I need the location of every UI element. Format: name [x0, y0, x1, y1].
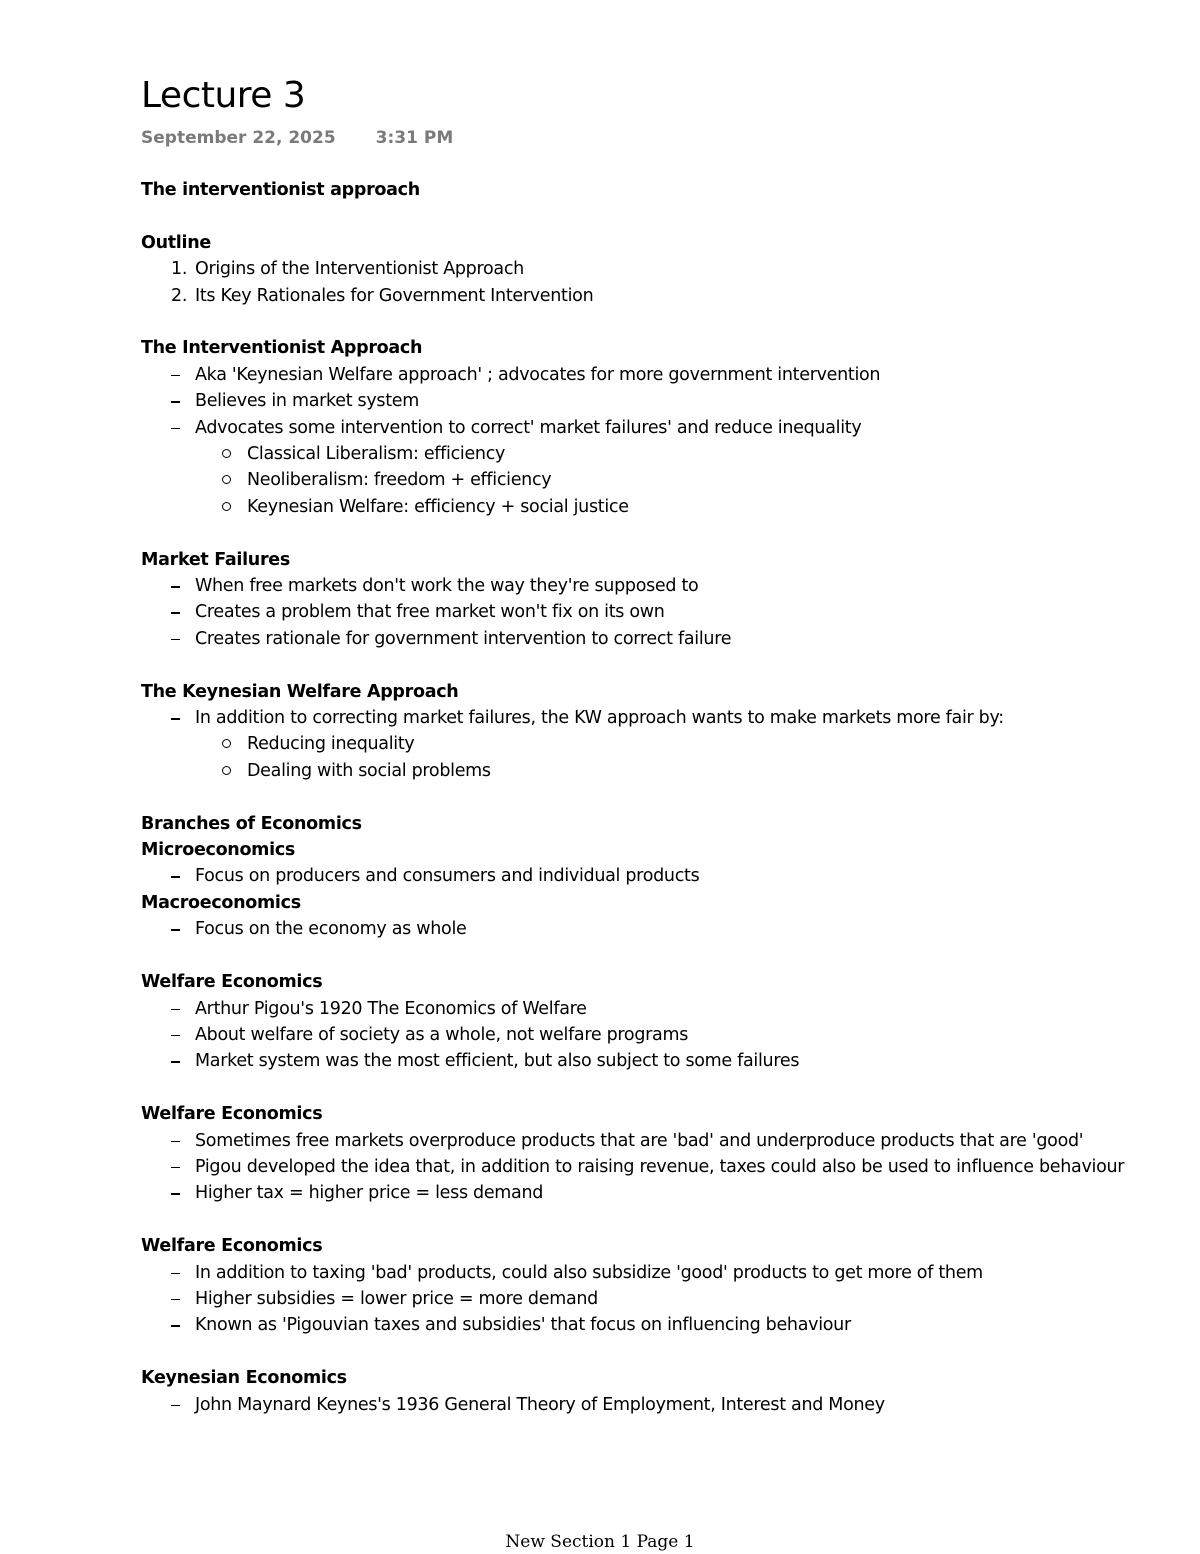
section-heading: Market Failures	[141, 549, 290, 570]
sub-list-item	[141, 441, 1141, 467]
list-number: 1.	[171, 259, 188, 280]
section-heading: The Interventionist Approach	[141, 338, 423, 359]
sub-list-item	[141, 467, 1141, 493]
section-heading: The Keynesian Welfare Approach	[141, 681, 459, 702]
section-heading: Keynesian Economics	[141, 1368, 347, 1389]
subtitle: The interventionist approach	[141, 180, 420, 200]
list-item-text: Classical Liberalism: efficiency	[247, 444, 506, 465]
list-item	[141, 863, 1141, 889]
dash-bullet	[141, 1022, 195, 1048]
circle-bullet-icon	[141, 467, 247, 493]
list-item	[141, 705, 1141, 731]
list-item	[141, 256, 1141, 282]
dash-bullet	[141, 1260, 195, 1286]
list-item-text: Focus on producers and consumers and individual products	[195, 866, 700, 887]
list-item-text: Focus on the economy as whole	[195, 919, 467, 940]
list-item-text: Market system was the most efficient, but also subject to some failures	[195, 1051, 800, 1072]
dash-bullet	[141, 863, 195, 889]
circle-bullet-icon	[141, 731, 247, 757]
dash-bullet	[141, 573, 195, 599]
dash-bullet	[141, 626, 195, 652]
list-item	[141, 1260, 1141, 1286]
list-item	[141, 916, 1141, 942]
dash-bullet	[141, 1128, 195, 1154]
list-item-text: When free markets don't work the way they're supposed to	[195, 576, 699, 597]
list-item-text: In addition to taxing 'bad' products, could also subsidize 'good' products to get more of them	[195, 1262, 983, 1283]
dash-bullet	[141, 916, 195, 942]
circle-bullet-icon	[141, 758, 247, 784]
page-footer: New Section 1 Page 1	[505, 1532, 695, 1552]
list-item	[141, 415, 1141, 441]
list-item	[141, 1312, 1141, 1338]
list-item	[141, 996, 1141, 1022]
section-heading: Branches of Economics	[141, 813, 362, 834]
list-item-text: Reducing inequality	[247, 734, 415, 755]
list-item	[141, 573, 1141, 599]
dash-bullet	[141, 388, 195, 414]
page-time: 3:31 PM	[375, 128, 454, 148]
list-item-text: John Maynard Keynes's 1936 General Theory of Employment, Interest and Money	[195, 1394, 885, 1415]
list-item-text: Higher tax = higher price = less demand	[195, 1183, 544, 1204]
list-item	[141, 1392, 1141, 1418]
note-body	[141, 177, 1141, 1418]
list-item	[141, 1180, 1141, 1206]
list-item-text: Its Key Rationales for Government Intervention	[195, 285, 594, 306]
dash-bullet	[141, 1048, 195, 1074]
list-item-text: Origins of the Interventionist Approach	[195, 259, 524, 280]
dash-bullet	[141, 1154, 195, 1180]
list-item-text: Creates rationale for government intervention to correct failure	[195, 628, 732, 649]
list-item-text: Neoliberalism: freedom + efficiency	[247, 470, 552, 491]
list-item	[141, 1022, 1141, 1048]
list-item-text: In addition to correcting market failures, the KW approach wants to make markets more fair by:	[195, 708, 1004, 729]
dash-bullet	[141, 362, 195, 388]
list-item-text: Advocates some intervention to correct' market failures' and reduce inequality	[195, 417, 862, 438]
sub-heading: Macroeconomics	[141, 892, 301, 913]
list-item	[141, 1154, 1141, 1180]
dash-bullet	[141, 415, 195, 441]
list-item	[141, 626, 1141, 652]
page-title: Lecture 3	[141, 75, 306, 116]
list-item-text: Higher subsidies = lower price = more demand	[195, 1288, 598, 1309]
dash-bullet	[141, 1180, 195, 1206]
dash-bullet	[141, 705, 195, 731]
dash-bullet	[141, 1286, 195, 1312]
list-item	[141, 599, 1141, 625]
list-item	[141, 388, 1141, 414]
sub-list-item	[141, 494, 1141, 520]
circle-bullet-icon	[141, 494, 247, 520]
sub-heading: Microeconomics	[141, 840, 296, 861]
list-item	[141, 1286, 1141, 1312]
list-item-text: Keynesian Welfare: efficiency + social justice	[247, 496, 629, 517]
list-item-text: Creates a problem that free market won't fix on its own	[195, 602, 665, 623]
list-item-text: Believes in market system	[195, 391, 420, 412]
list-item-text: About welfare of society as a whole, not welfare programs	[195, 1024, 689, 1045]
dash-bullet	[141, 599, 195, 625]
list-item-text: Sometimes free markets overproduce products that are 'bad' and underproduce products that are 'good'	[195, 1130, 1084, 1151]
dash-bullet	[141, 1312, 195, 1338]
list-item-text: Pigou developed the idea that, in addition to raising revenue, taxes could also be used to influence behaviour	[195, 1156, 1125, 1177]
list-item-text: Aka 'Keynesian Welfare approach' ; advocates for more government intervention	[195, 364, 881, 385]
list-item-text: Arthur Pigou's 1920 The Economics of Welfare	[195, 998, 587, 1019]
page-date: September 22, 2025	[141, 128, 336, 148]
dash-bullet	[141, 996, 195, 1022]
dash-bullet	[141, 1392, 195, 1418]
list-item-text: Known as 'Pigouvian taxes and subsidies' that focus on influencing behaviour	[195, 1315, 851, 1336]
sub-list-item	[141, 731, 1141, 757]
list-item	[141, 283, 1141, 309]
section-heading: Welfare Economics	[141, 1236, 323, 1257]
circle-bullet-icon	[141, 441, 247, 467]
outline-heading: Outline	[141, 232, 211, 253]
page-meta	[141, 126, 453, 150]
section-heading: Welfare Economics	[141, 972, 323, 993]
list-item	[141, 362, 1141, 388]
list-item-text: Dealing with social problems	[247, 760, 491, 781]
list-item	[141, 1128, 1141, 1154]
section-heading: Welfare Economics	[141, 1104, 323, 1125]
list-item	[141, 1048, 1141, 1074]
sub-list-item	[141, 758, 1141, 784]
list-number: 2.	[171, 285, 188, 306]
